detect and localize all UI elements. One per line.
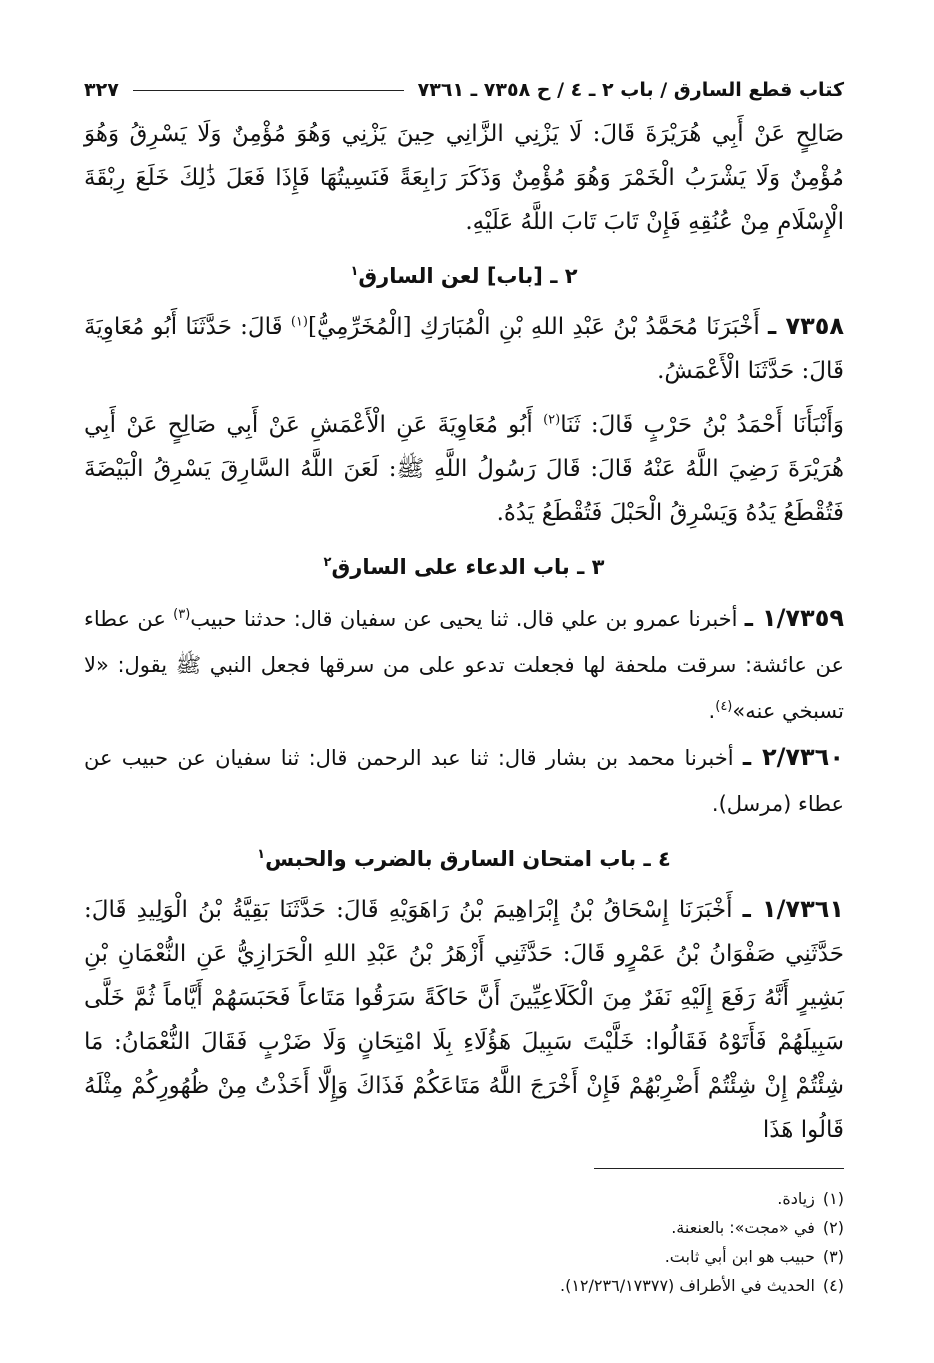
section-heading-text: ٣ ـ باب الدعاء على السارق [331,555,605,579]
footnote-text: زيادة. [777,1189,815,1208]
hadith-7359 [84,595,844,734]
footnote-ref: (٣) [173,607,191,622]
footnotes [84,1184,844,1300]
hadith-text: قَالَ: حَدَّثَنَا أَبُو مُعَاوِيَةَ قَالَ: حَدَّثَنَا الْأَعْمَشُ. [84,314,844,384]
hadith-number: ١/٧٣٦١ ـ [742,895,845,923]
page-number: ٣٢٧ [84,79,119,101]
hadith-number: ٢/٧٣٦٠ ـ [742,743,844,771]
hadith-continuation: صَالِحٍ عَنْ أَبِي هُرَيْرَةَ قَالَ: لَا يَزْنِي الزَّانِي حِينَ يَزْنِي وَهُوَ مُؤْمِنٌ وَلَا يَسْرِقُ وَهُوَ مُؤْمِنٌ وَلَا يَشْرَبُ الْخَمْرَ وَهُوَ مُؤْمِنٌ وَذَكَرَ رَابِعَةً فَنَسِيتُهَا فَإِذَا فَعَلَ ذَٰلِكَ خَلَعَ رِبْقَةَ الْإِسْلَامِ مِنْ عُنُقِهِ فَإِنْ تَابَ تَابَ اللَّهُ عَلَيْهِ. [84,121,844,235]
section-heading-text: ٢ ـ [باب] لعن السارق [358,264,578,288]
section-heading-2 [84,254,844,298]
hadith-text: أخبرنا محمد بن بشار قال: ثنا عبد الرحمن قال: ثنا سفيان عن حبيب عن عطاء (مرسل). [84,746,844,816]
footnote-ref: (١) [290,314,308,330]
footnote-separator [594,1168,844,1169]
hadith-text: أَبُو مُعَاوِيَةَ عَنِ الْأَعْمَشِ عَنْ أَبِي صَالِحٍ عَنْ أَبِي هُرَيْرَةَ رَضِيَ اللَّهُ عَنْهُ قَالَ: قَالَ رَسُولُ اللَّهِ ﷺ: لَعَنَ اللَّهُ السَّارِقَ يَسْرِقُ الْبَيْضَةَ فَتُقْطَعُ يَدُهُ وَيَسْرِقُ الْحَبْلَ فَتُقْطَعُ يَدُهُ. [84,412,844,526]
footnote-item [84,1242,844,1271]
hadith-text: عن عطاء عن عائشة: سرقت ملحفة لها فجعلت تدعو على من سرقها فجعل النبي ﷺ يقول: «لا تسبخي عنه» [84,607,844,723]
book-page [84,70,844,1152]
footnote-number: (٢) [822,1218,844,1237]
section-heading-4 [84,837,844,881]
footnote-ref: (٢) [543,412,561,428]
section-heading-text: ٤ ـ باب امتحان السارق بالضرب والحبس [265,847,671,871]
footnote-number: (١) [822,1189,844,1208]
hadith-7358-second-chain [84,403,844,535]
hadith-number: ١/٧٣٥٩ ـ [744,604,844,632]
footnote-text: حبيب هو ابن أبي ثابت. [664,1247,815,1266]
footnote-ref: ٢ [323,555,332,570]
header-title: كتاب قطع السارق / باب ٢ ـ ٤ / ح ٧٣٥٨ ـ ٧٣٦١ [417,79,844,101]
hadith-number: ٧٣٥٨ ـ [767,312,845,340]
header-rule [133,90,404,91]
footnote-item [84,1271,844,1300]
running-header [84,70,844,110]
hadith-text: أَخْبَرَنَا إِسْحَاقُ بْنُ إِبْرَاهِيمَ بْنُ رَاهَوَيْهِ قَالَ: حَدَّثَنَا بَقِيَّةُ بْنُ الْوَلِيدِ قَالَ: حَدَّثَنِي صَفْوَانُ بْنُ عَمْرٍو قَالَ: حَدَّثَنِي أَزْهَرُ بْنُ عَبْدِ اللهِ الْحَرَازِيُّ عَنِ النُّعْمَانِ بْنِ بَشِيرٍ أَنَّهُ رَفَعَ إِلَيْهِ نَفَرٌ مِنَ الْكَلَاعِيِّينَ أَنَّ حَاكَةً سَرَقُوا مَتَاعاً فَحَبَسَهُمْ أَيَّاماً ثُمَّ خَلَّى سَبِيلَهُمْ فَأَتَوْهُ فَقَالُوا: خَلَّيْتَ سَبِيلَ هَؤُلَاءِ بِلَا امْتِحَانٍ وَلَا ضَرْبٍ فَقَالَ النُّعْمَانُ: مَا شِئْتُمْ إِنْ شِئْتُمْ أَضْرِبْهُمْ فَإِنْ أَخْرَجَ اللَّهُ مَتَاعَكُمْ فَذَاكَ وَإِلَّا أَخَذْتُ مِنْ ظُهُورِكُمْ مِثْلَهُ قَالُوا هَذَا [84,897,844,1143]
hadith-text: وَأَنْبَأَنَا أَحْمَدُ بْنُ حَرْبٍ قَالَ: ثَنَا [560,412,845,438]
footnote-item [84,1184,844,1213]
hadith-7361 [84,887,844,1152]
hadith-text: أَخْبَرَنَا مُحَمَّدُ بْنُ عَبْدِ اللهِ بْنِ الْمُبَارَكِ [الْمُخَرِّمِيُّ] [307,314,760,340]
hadith-text-end: . [708,699,716,723]
footnote-ref: (٤) [715,699,733,714]
footnote-text: في «مجت»: بالعنعنة. [671,1218,815,1237]
section-heading-3 [84,545,844,589]
hadith-7360 [84,734,844,827]
footnote-text: الحديث في الأطراف (١٢/٢٣٦/١٧٣٧٧). [560,1276,815,1295]
hadith-text: أخبرنا عمرو بن علي قال. ثنا يحيى عن سفيان قال: حدثنا حبيب [190,607,738,631]
footnote-ref: ١ [257,847,266,862]
footnote-number: (٤) [822,1276,844,1295]
footnote-number: (٣) [822,1247,844,1266]
footnote-ref: ١ [350,264,359,279]
footnote-item [84,1213,844,1242]
hadith-7358 [84,304,844,393]
